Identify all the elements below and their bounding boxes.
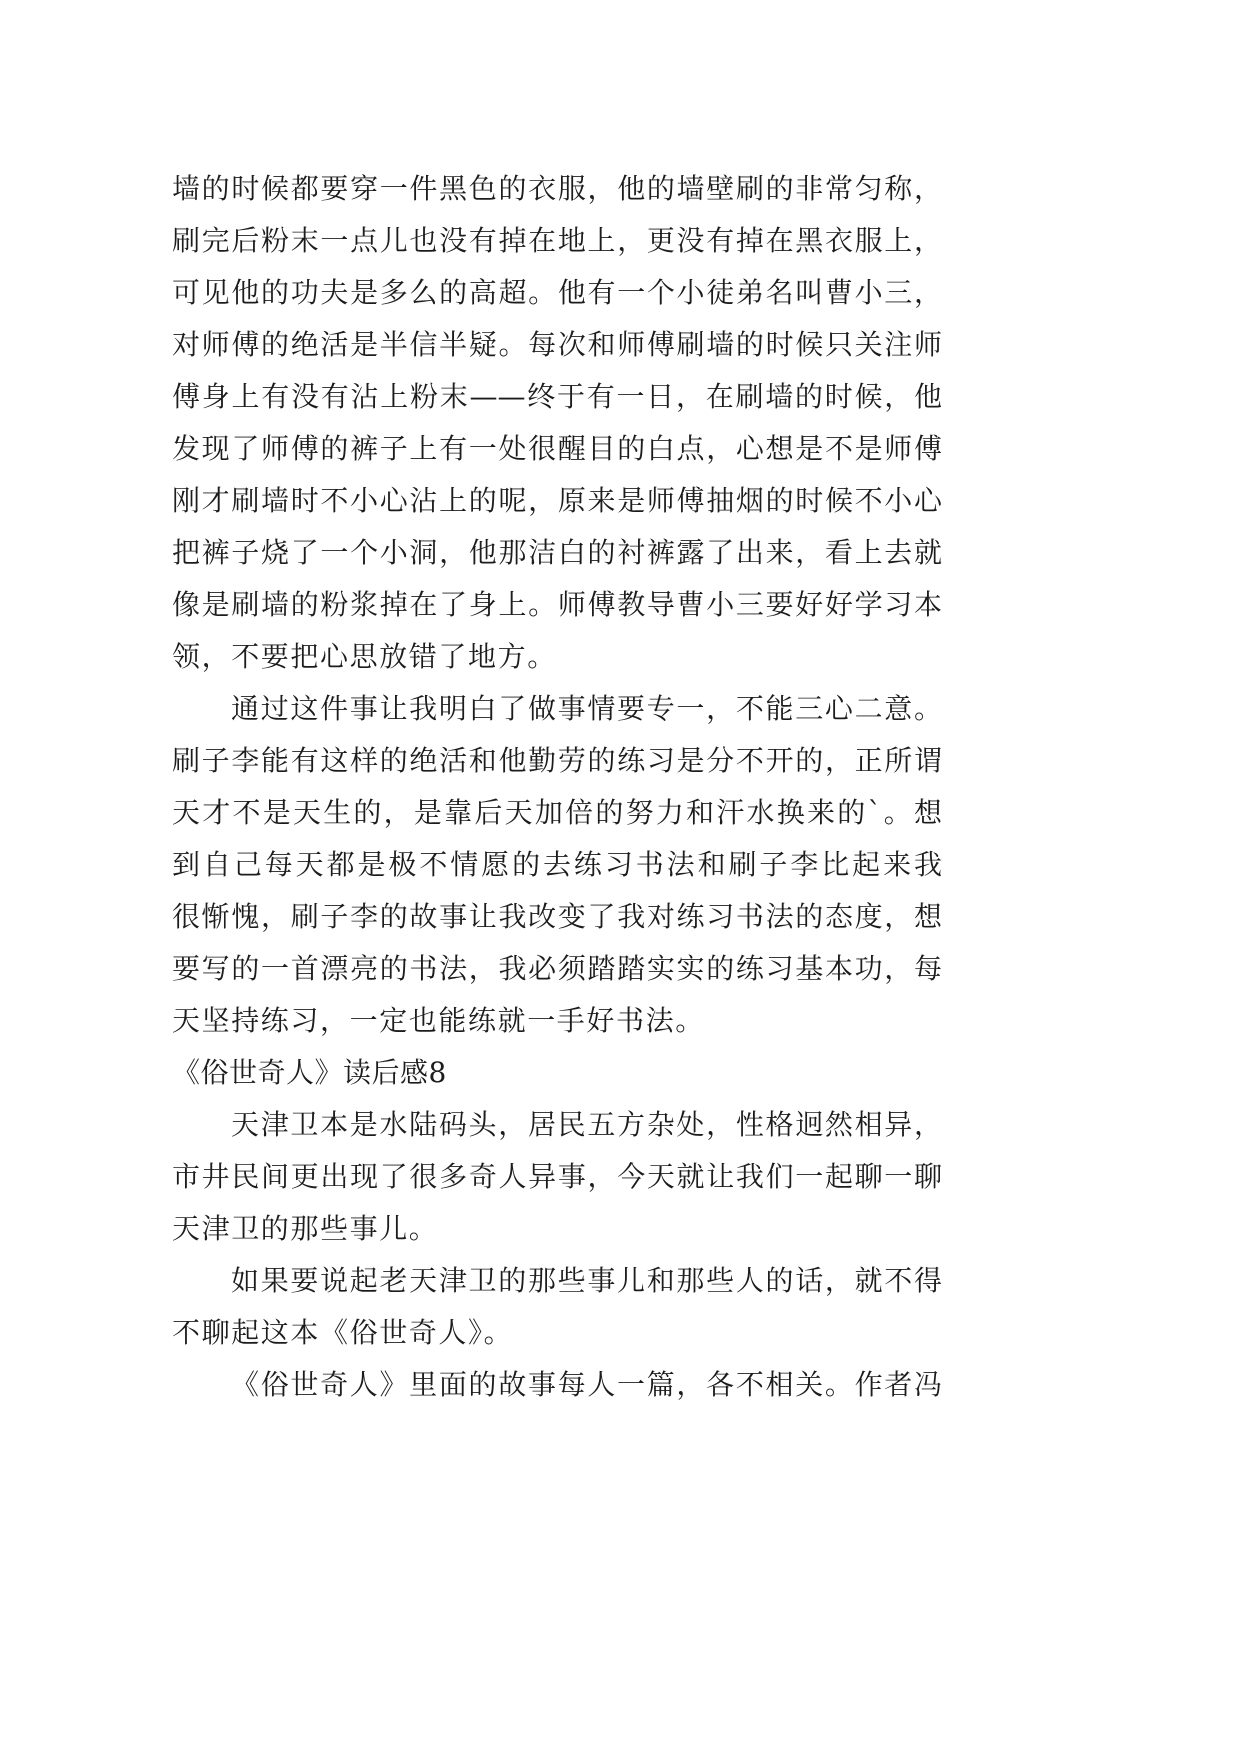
- text-line: 对师傅的绝活是半信半疑。每次和师傅刷墙的时候只关注师: [172, 328, 942, 361]
- text-line: 市井民间更出现了很多奇人异事，今天就让我们一起聊一聊: [172, 1160, 942, 1193]
- text-line: 不聊起这本《俗世奇人》。: [172, 1316, 514, 1349]
- text-line: 可见他的功夫是多么的高超。他有一个小徒弟名叫曹小三，: [172, 276, 942, 309]
- text-line: 要写的一首漂亮的书法，我必须踏踏实实的练习基本功，每: [172, 952, 942, 985]
- text-line: 如果要说起老天津卫的那些事儿和那些人的话，就不得: [231, 1264, 942, 1297]
- paragraph: [172, 1255, 942, 1359]
- text-line: 刷完后粉末一点儿也没有掉在地上，更没有掉在黑衣服上，: [172, 224, 942, 257]
- text-line: 天津卫本是水陆码头，居民五方杂处，性格迥然相异，: [231, 1108, 942, 1141]
- paragraph: [172, 163, 942, 683]
- text-line: 像是刷墙的粉浆掉在了身上。师傅教导曹小三要好好学习本: [172, 588, 942, 621]
- text-line: 很惭愧，刷子李的故事让我改变了我对练习书法的态度，想: [172, 900, 942, 933]
- text-line: 领，不要把心思放错了地方。: [172, 640, 557, 673]
- text-line: 刷子李能有这样的绝活和他勤劳的练习是分不开的，正所谓: [172, 744, 942, 777]
- text-line: 把裤子烧了一个小洞，他那洁白的衬裤露了出来，看上去就: [172, 536, 942, 569]
- essay-heading: 《俗世奇人》读后感8: [172, 1056, 447, 1089]
- text-line: 《俗世奇人》里面的故事每人一篇，各不相关。作者冯: [231, 1368, 942, 1401]
- text-line: 墙的时候都要穿一件黑色的衣服，他的墙壁刷的非常匀称，: [172, 172, 942, 205]
- text-line: 天坚持练习，一定也能练就一手好书法。: [172, 1004, 705, 1037]
- paragraph: [172, 683, 942, 1047]
- text-line: 到自己每天都是极不情愿的去练习书法和刷子李比起来我: [172, 848, 942, 881]
- text-line: 发现了师傅的裤子上有一处很醒目的白点，心想是不是师傅: [172, 432, 942, 465]
- text-line: 通过这件事让我明白了做事情要专一，不能三心二意。: [231, 692, 942, 725]
- text-line: 傅身上有没有沾上粉末——终于有一日，在刷墙的时候，他: [172, 380, 942, 413]
- text-line: 天津卫的那些事儿。: [172, 1212, 439, 1245]
- document-body: [172, 163, 942, 1411]
- text-line: 刚才刷墙时不小心沾上的呢，原来是师傅抽烟的时候不小心: [172, 484, 942, 517]
- text-line: 天才不是天生的，是靠后天加倍的努力和汗水换来的`。想: [172, 796, 942, 829]
- paragraph: [172, 1359, 942, 1411]
- paragraph: [172, 1099, 942, 1255]
